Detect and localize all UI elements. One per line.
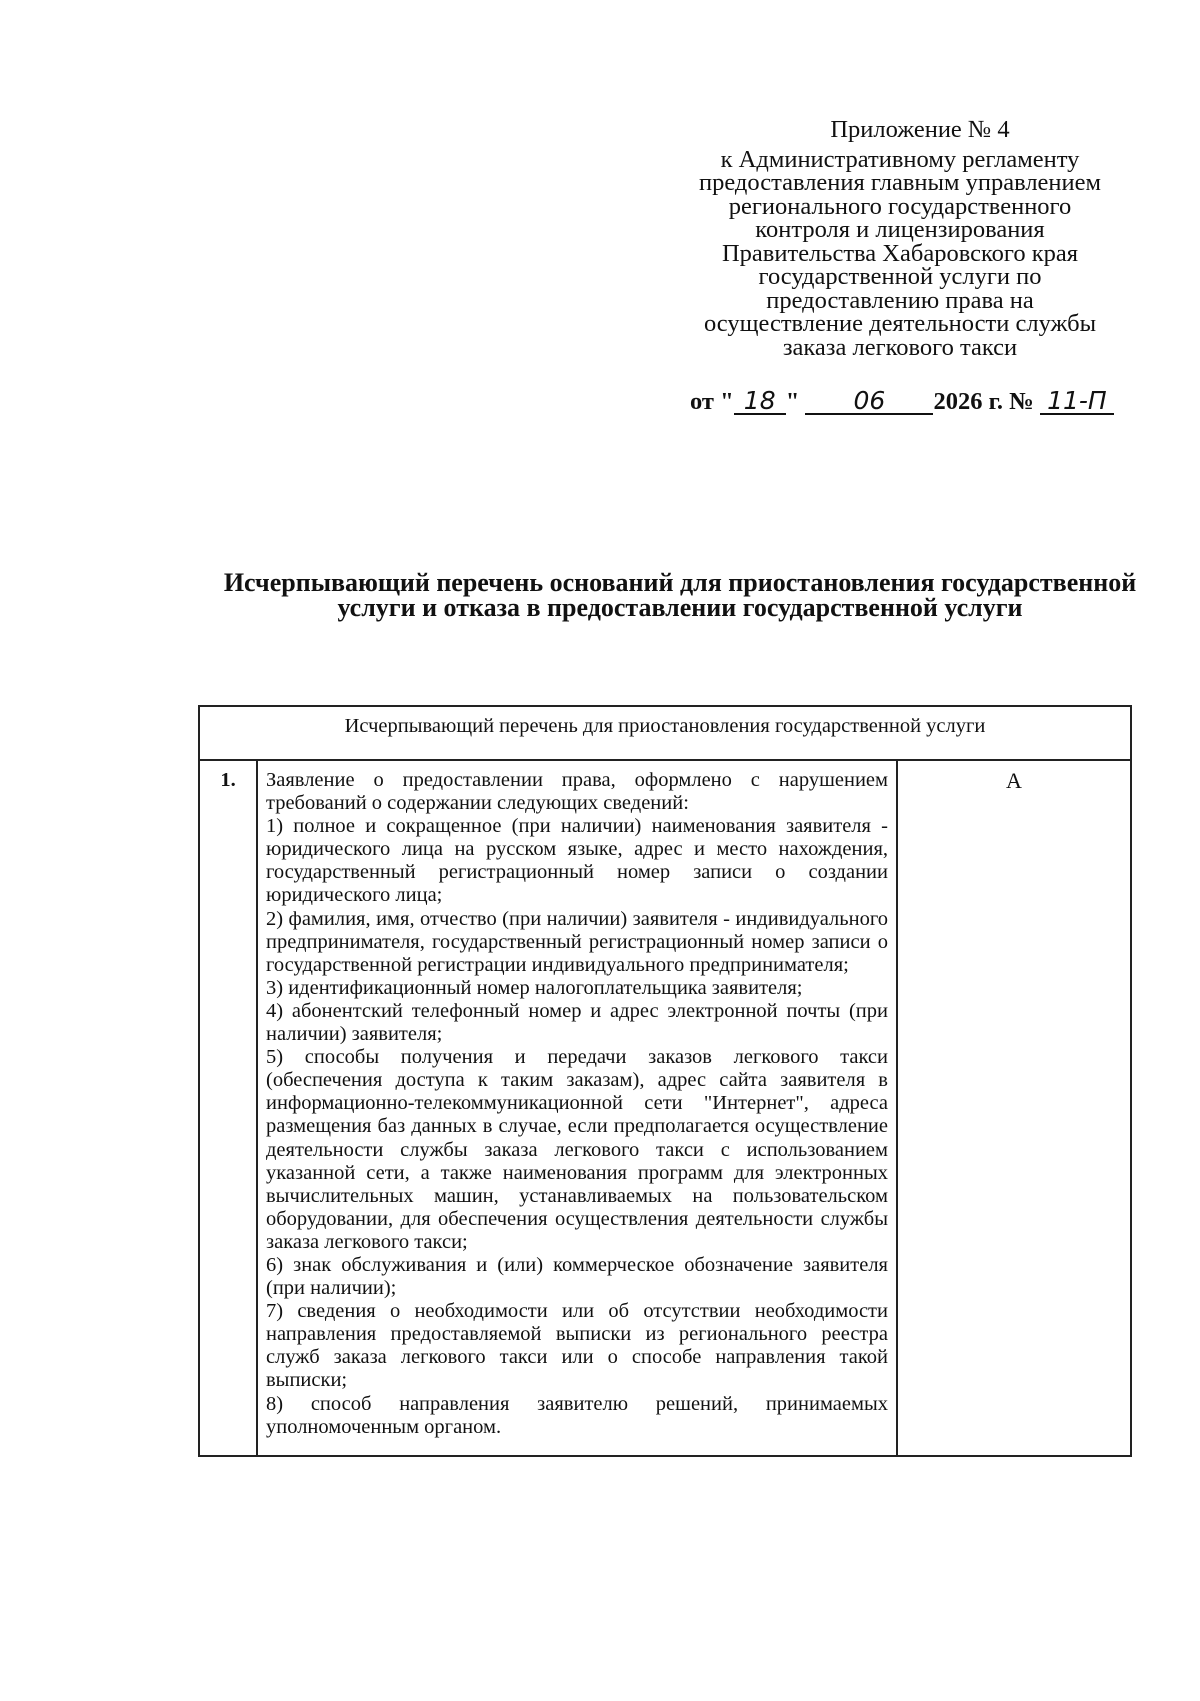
row-number-cell: 1.	[199, 760, 257, 1456]
row-paragraph: 2) фамилия, имя, отчество (при наличии) заявителя - индивидуального предпринимателя, государственный регистрационный номер записи о государственной регистрации индивидуального предпринимателя;	[266, 907, 888, 976]
date-day-handwritten: 18	[734, 389, 786, 415]
appendix-line: заказа легкового такси	[782, 333, 1018, 361]
date-prefix: от "	[690, 388, 734, 415]
row-paragraph: 8) способ направления заявителю решений, принимаемых уполномоченным органом.	[266, 1392, 888, 1438]
row-paragraph: 7) сведения о необходимости или об отсутствии необходимости направления предоставляемой выписки из регионального реестра служб заказа легкового такси или о способе направления такой выписки;	[266, 1300, 888, 1392]
appendix-line: контроля и лицензирования	[755, 216, 1045, 243]
row-paragraph: 3) идентификационный номер налогоплательщика заявителя;	[266, 976, 803, 999]
table-row	[199, 760, 1131, 1456]
document-title	[180, 570, 1180, 620]
row-code-cell: А	[897, 760, 1131, 1456]
row-paragraph: 5) способы получения и передачи заказов легкового такси (обеспечения доступа к таким заказам), адрес сайта заявителя в информационно-телекоммуникационной сети "Интернет", адреса размещения баз данных в случае, если предполагается осуществление деятельности службы заказа легкового такси с использованием указанной сети, а также наименования программ для электронных вычислительных машин, устанавливаемых на пользовательском оборудовании, для обеспечения осуществления деятельности службы заказа легкового такси;	[266, 1046, 888, 1253]
document-number-handwritten: 11-П	[1040, 389, 1114, 415]
row-text-cell	[257, 760, 897, 1456]
appendix-block	[660, 118, 1140, 359]
grounds-table	[198, 705, 1132, 1457]
row-paragraph: 6) знак обслуживания и (или) коммерческое обозначение заявителя (при наличии);	[266, 1253, 888, 1300]
table-header-row	[199, 706, 1131, 760]
appendix-line: осуществление деятельности службы	[703, 310, 1097, 337]
appendix-line: регионального государственного	[728, 192, 1072, 220]
appendix-line: предоставления главным управлением	[698, 169, 1102, 196]
row-paragraph: 1) полное и сокращенное (при наличии) наименования заявителя - юридического лица на русском языке, адрес и место нахождения, государственный регистрационный номер записи о создании юридического лица;	[266, 815, 888, 907]
table-header-cell: Исчерпывающий перечень для приостановления государственной услуги	[199, 706, 1131, 760]
date-month-handwritten: 06	[805, 389, 933, 415]
title-line: услуги и отказа в предоставлении государственной услуги	[337, 593, 1023, 622]
approval-dateline	[690, 388, 1114, 416]
appendix-line: государственной услуги по	[758, 263, 1042, 290]
date-year-text: 2026 г. №	[933, 388, 1034, 415]
row-paragraph: 4) абонентский телефонный номер и адрес электронной почты (при наличии) заявителя;	[266, 999, 888, 1046]
row-paragraph: Заявление о предоставлении права, оформлено с нарушением требований о содержании следующих сведений:	[266, 769, 888, 815]
appendix-line: Правительства Хабаровского края	[721, 239, 1079, 267]
date-quote: "	[785, 388, 800, 415]
appendix-line: предоставлению права на	[766, 286, 1034, 314]
title-line: Исчерпывающий перечень оснований для приостановления государственной	[223, 568, 1137, 597]
appendix-number: Приложение № 4	[830, 116, 1010, 143]
appendix-line: к Административному регламенту	[720, 145, 1080, 173]
